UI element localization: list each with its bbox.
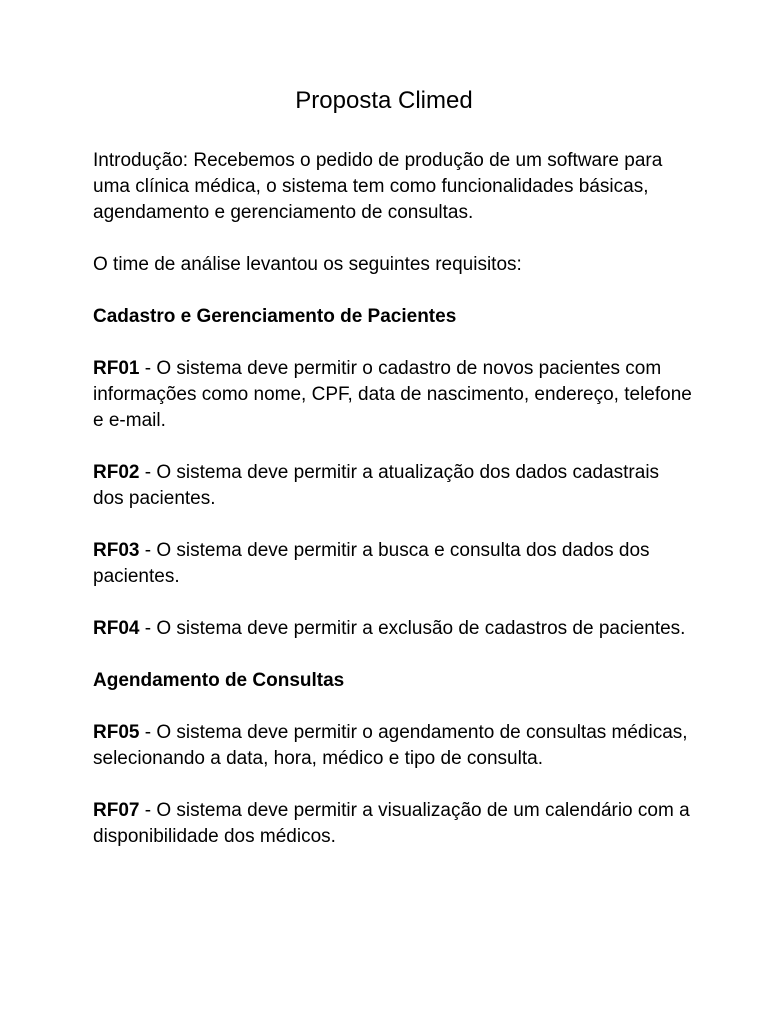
document-title: Proposta Climed <box>295 87 473 114</box>
requirement-item <box>93 720 693 772</box>
section-patients <box>93 304 693 642</box>
requirement-code: RF07 <box>93 800 140 821</box>
requirement-text: - O sistema deve permitir o cadastro de novos pacientes com informações como nome, CPF, data de nascimento, endereço, telefone e e-mail. <box>93 358 692 431</box>
requirement-item <box>93 460 693 512</box>
requirement-text: - O sistema deve permitir a busca e consulta dos dados dos pacientes. <box>93 540 650 587</box>
document-body <box>93 148 693 876</box>
section-heading: Cadastro e Gerenciamento de Pacientes <box>93 306 457 327</box>
requirement-item <box>93 798 693 850</box>
requirement-item <box>93 356 693 434</box>
requirement-code: RF02 <box>93 462 140 483</box>
requirement-item <box>93 616 693 642</box>
analysis-note: O time de análise levantou os seguintes requisitos: <box>93 254 522 275</box>
requirement-code: RF05 <box>93 722 140 743</box>
intro-paragraph: Introdução: Recebemos o pedido de produção de um software para uma clínica médica, o sistema tem como funcionalidades básicas, agendamento e gerenciamento de consultas. <box>93 150 663 223</box>
requirement-code: RF03 <box>93 540 140 561</box>
requirement-text: - O sistema deve permitir o agendamento de consultas médicas, selecionando a data, hora, médico e tipo de consulta. <box>93 722 688 769</box>
requirement-text: - O sistema deve permitir a visualização de um calendário com a disponibilidade dos médicos. <box>93 800 690 847</box>
requirement-code: RF04 <box>93 618 140 639</box>
requirement-item <box>93 538 693 590</box>
section-heading: Agendamento de Consultas <box>93 670 345 691</box>
requirement-text: - O sistema deve permitir a atualização dos dados cadastrais dos pacientes. <box>93 462 660 509</box>
requirement-text: - O sistema deve permitir a exclusão de cadastros de pacientes. <box>139 618 686 639</box>
requirement-code: RF01 <box>93 358 140 379</box>
section-appointments <box>93 668 693 850</box>
